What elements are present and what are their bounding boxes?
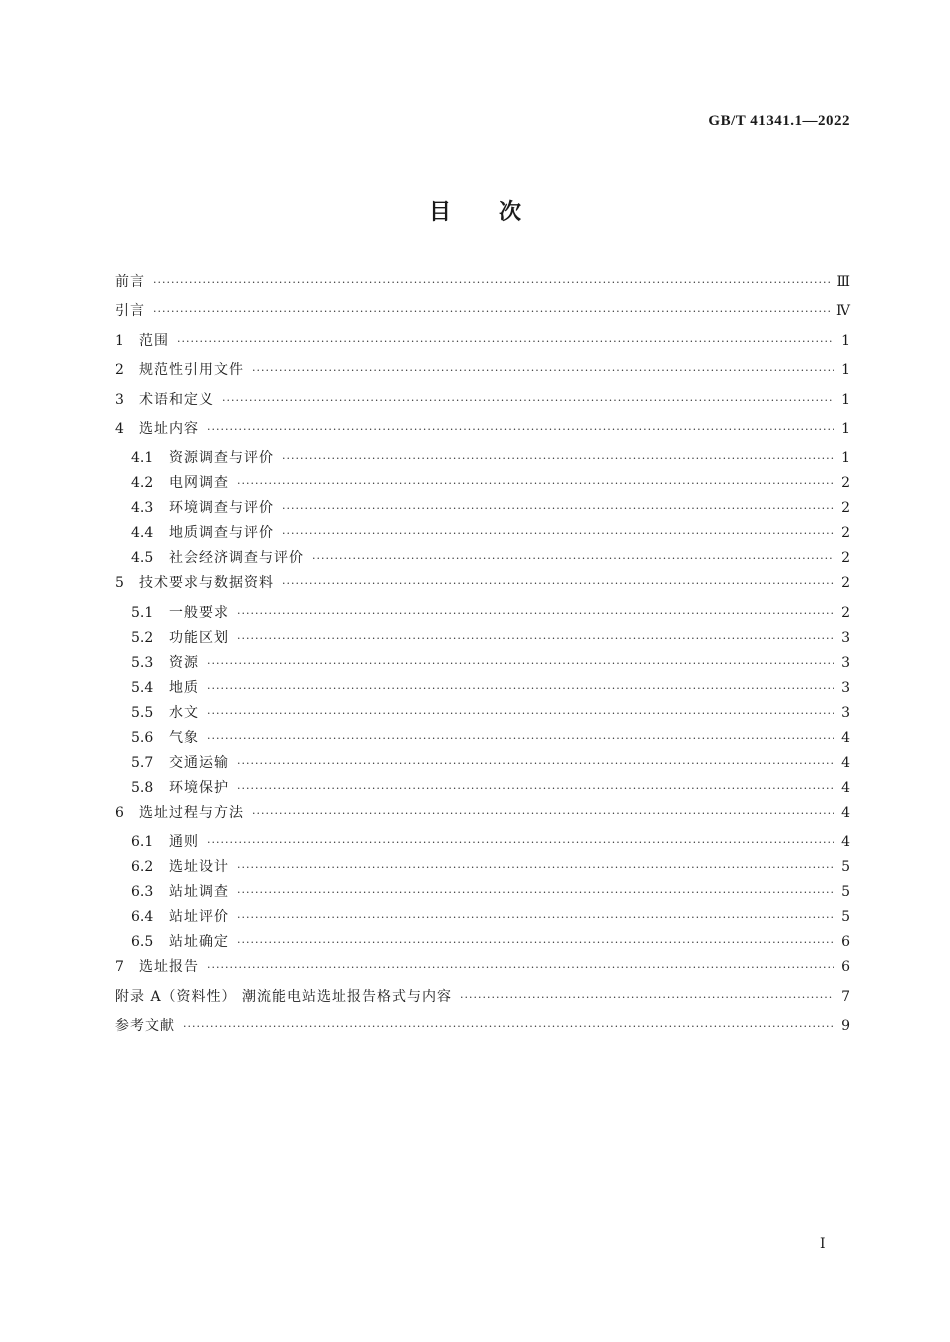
toc-dot-leader — [237, 930, 834, 955]
toc-entry[interactable] — [115, 880, 850, 905]
toc-entry-page: 2 — [841, 525, 850, 542]
toc-entry[interactable] — [115, 830, 850, 855]
toc-entry-page: 2 — [841, 575, 850, 592]
toc-entry-label: 选址报告 — [139, 959, 199, 976]
toc-entry[interactable] — [115, 358, 850, 387]
toc-dot-leader — [237, 776, 834, 801]
toc-entry[interactable] — [115, 388, 850, 417]
toc-entry-page: 2 — [841, 500, 850, 517]
toc-entry-number: 1 — [115, 332, 124, 349]
toc-entry-number: 2 — [115, 362, 124, 379]
toc-entry-label: 选址设计 — [169, 859, 229, 876]
toc-entry[interactable] — [115, 651, 850, 676]
toc-entry-number: 4.2 — [131, 475, 154, 492]
toc-entry-page: 5 — [841, 909, 850, 926]
toc-entry-label: 引言 — [115, 303, 145, 320]
toc-entry-number: 5.4 — [131, 679, 154, 696]
toc-dot-leader — [282, 521, 834, 546]
toc-entry[interactable] — [115, 521, 850, 546]
page-number: I — [820, 1236, 826, 1252]
toc-entry-number: 5.1 — [131, 604, 154, 621]
toc-entry-page: 1 — [841, 391, 850, 408]
toc-entry[interactable] — [115, 446, 850, 471]
toc-entry-number: 3 — [115, 391, 124, 408]
toc-dot-leader — [153, 270, 830, 295]
toc-dot-leader — [222, 388, 834, 413]
toc-entry-number: 5.8 — [131, 779, 154, 796]
toc-entry-label: 功能区划 — [169, 629, 229, 646]
toc-entry[interactable] — [115, 270, 850, 299]
toc-dot-leader — [282, 571, 834, 596]
toc-entry[interactable] — [115, 601, 850, 626]
toc-entry-number: 6.1 — [131, 834, 154, 851]
toc-entry[interactable] — [115, 626, 850, 651]
toc-entry[interactable] — [115, 751, 850, 776]
toc-entry-number: 5.2 — [131, 629, 154, 646]
toc-entry[interactable] — [115, 417, 850, 446]
toc-dot-leader — [237, 855, 834, 880]
toc-entry-label: 范围 — [139, 332, 169, 349]
toc-entry-label: 选址内容 — [139, 420, 199, 437]
toc-entry-label: 规范性引用文件 — [139, 362, 244, 379]
toc-dot-leader — [207, 701, 834, 726]
toc-entry-label: 交通运输 — [169, 754, 229, 771]
toc-entry-number: 5.7 — [131, 754, 154, 771]
toc-entry[interactable] — [115, 299, 850, 328]
toc-entry-page: 1 — [841, 450, 850, 467]
toc-entry[interactable] — [115, 776, 850, 801]
page-title: 目次 — [428, 200, 569, 225]
toc-entry[interactable] — [115, 571, 850, 600]
toc-entry-label: 环境调查与评价 — [169, 500, 274, 517]
toc-entry-number: 5 — [115, 575, 124, 592]
toc-entry-page: 4 — [841, 834, 850, 851]
toc-dot-leader — [207, 651, 834, 676]
toc-entry-number: 6.3 — [131, 884, 154, 901]
toc-entry-page: 5 — [841, 884, 850, 901]
toc-entry-number: 5.3 — [131, 654, 154, 671]
toc-entry-number: 5.6 — [131, 729, 154, 746]
toc-entry[interactable] — [115, 930, 850, 955]
toc-entry-page: 7 — [841, 988, 850, 1005]
toc-dot-leader — [207, 726, 834, 751]
toc-entry-number: 6.5 — [131, 934, 154, 951]
toc-entry-page: 9 — [841, 1017, 850, 1034]
toc-dot-leader — [207, 676, 834, 701]
toc-entry-page: 2 — [841, 550, 850, 567]
toc-entry-label: 前言 — [115, 274, 145, 290]
toc-entry-number: 5.5 — [131, 704, 154, 721]
toc-entry-label: 站址评价 — [169, 909, 229, 926]
toc-dot-leader — [207, 417, 834, 442]
toc-dot-leader — [207, 830, 834, 855]
toc-entry-label: 参考文献 — [115, 1017, 175, 1034]
toc-entry-page: 4 — [841, 804, 850, 821]
toc-entry-page: Ⅳ — [836, 303, 850, 320]
toc-entry-number: 6.4 — [131, 909, 154, 926]
toc-entry-label: 术语和定义 — [139, 391, 214, 408]
table-of-contents — [115, 270, 850, 1043]
toc-entry-page: Ⅲ — [836, 274, 850, 290]
toc-entry-label: 地质调查与评价 — [169, 525, 274, 542]
toc-dot-leader — [282, 496, 834, 521]
toc-entry-number: 7 — [115, 959, 124, 976]
toc-dot-leader — [237, 601, 834, 626]
toc-entry-label: 资源调查与评价 — [169, 450, 274, 467]
toc-entry[interactable] — [115, 905, 850, 930]
toc-entry-label: 电网调查 — [169, 475, 229, 492]
toc-entry[interactable] — [115, 955, 850, 984]
toc-entry-label: 通则 — [169, 834, 199, 851]
toc-entry[interactable] — [115, 701, 850, 726]
toc-entry[interactable] — [115, 1014, 850, 1043]
toc-entry[interactable] — [115, 985, 850, 1014]
toc-entry[interactable] — [115, 546, 850, 571]
toc-dot-leader — [237, 880, 834, 905]
toc-dot-leader — [177, 329, 834, 354]
toc-entry[interactable] — [115, 726, 850, 751]
toc-entry-label: 技术要求与数据资料 — [139, 575, 274, 592]
toc-entry-page: 3 — [841, 654, 850, 671]
toc-entry-page: 3 — [841, 629, 850, 646]
toc-entry-label: 社会经济调查与评价 — [169, 550, 304, 567]
toc-entry-page: 6 — [841, 959, 850, 976]
toc-entry[interactable] — [115, 329, 850, 358]
toc-entry-page: 1 — [841, 332, 850, 349]
toc-dot-leader — [183, 1014, 834, 1039]
toc-dot-leader — [252, 358, 834, 383]
toc-entry[interactable] — [115, 801, 850, 830]
toc-dot-leader — [252, 801, 834, 826]
toc-dot-leader — [153, 299, 830, 324]
toc-entry-label: 选址过程与方法 — [139, 804, 244, 821]
toc-dot-leader — [237, 626, 834, 651]
toc-entry-page: 3 — [841, 704, 850, 721]
toc-entry-label: 站址确定 — [169, 934, 229, 951]
toc-dot-leader — [282, 446, 834, 471]
toc-entry-label: 附录 A（资料性） 潮流能电站选址报告格式与内容 — [115, 988, 453, 1005]
toc-entry[interactable] — [115, 496, 850, 521]
toc-entry[interactable] — [115, 471, 850, 496]
toc-entry-label: 环境保护 — [169, 779, 229, 796]
toc-dot-leader — [237, 905, 834, 930]
toc-dot-leader — [207, 955, 834, 980]
toc-entry-page: 4 — [841, 779, 850, 796]
toc-entry-page: 4 — [841, 729, 850, 746]
toc-entry-page: 5 — [841, 859, 850, 876]
toc-entry-number: 4.3 — [131, 500, 154, 517]
toc-entry-label: 气象 — [169, 729, 199, 746]
toc-entry-page: 1 — [841, 420, 850, 437]
toc-entry-number: 6 — [115, 804, 124, 821]
toc-entry-label: 资源 — [169, 654, 199, 671]
toc-entry-page: 2 — [841, 475, 850, 492]
toc-dot-leader — [237, 471, 834, 496]
toc-entry-page: 4 — [841, 754, 850, 771]
toc-entry-page: 2 — [841, 604, 850, 621]
toc-entry-number: 4.4 — [131, 525, 154, 542]
toc-entry-page: 6 — [841, 934, 850, 951]
toc-entry-page: 1 — [841, 362, 850, 379]
toc-entry-label: 地质 — [169, 679, 199, 696]
toc-dot-leader — [312, 546, 834, 571]
toc-entry-number: 6.2 — [131, 859, 154, 876]
toc-entry-number: 4.1 — [131, 450, 154, 467]
toc-entry-number: 4.5 — [131, 550, 154, 567]
toc-entry-label: 站址调查 — [169, 884, 229, 901]
toc-entry[interactable] — [115, 676, 850, 701]
standard-code: GB/T 41341.1—2022 — [708, 113, 850, 129]
toc-dot-leader — [237, 751, 834, 776]
toc-entry-page: 3 — [841, 679, 850, 696]
toc-dot-leader — [460, 985, 834, 1010]
toc-entry-number: 4 — [115, 420, 124, 437]
toc-entry-label: 水文 — [169, 704, 199, 721]
toc-entry[interactable] — [115, 855, 850, 880]
toc-entry-label: 一般要求 — [169, 604, 229, 621]
